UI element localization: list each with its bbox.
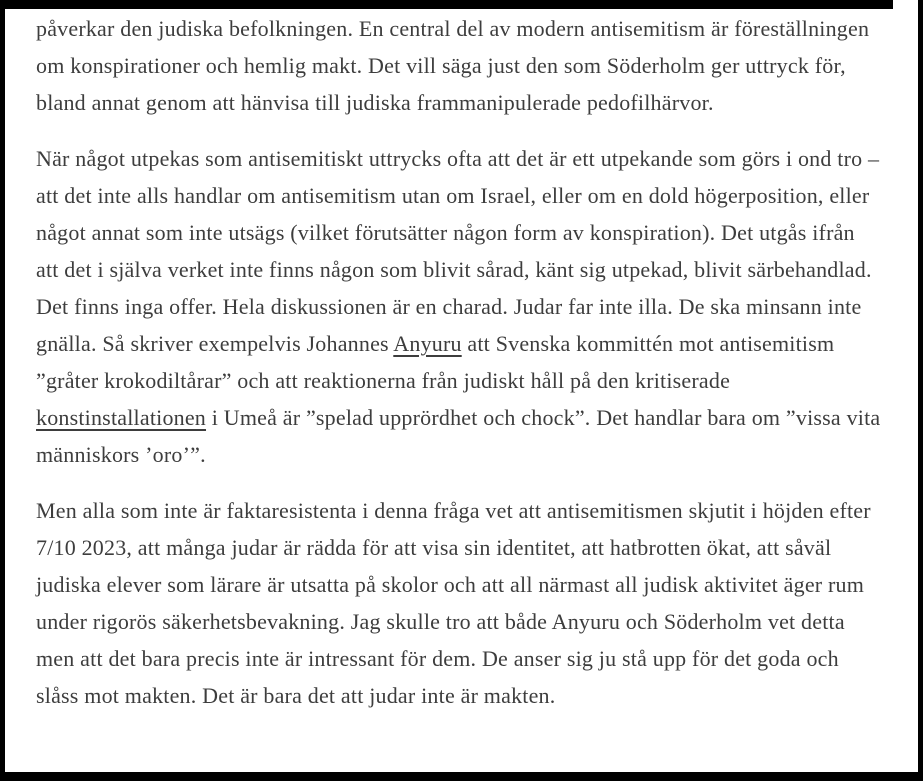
frame-left-edge	[0, 0, 5, 781]
link-anyuru[interactable]: Anyuru	[393, 331, 462, 356]
text-segment: att Svenska kommittén mot antisemitism ”gråter krokodiltårar” och att reaktionerna från judiskt håll på den kritiserade	[36, 331, 835, 393]
frame-bottom-edge	[0, 772, 923, 781]
text-segment: i Umeå är ”spelad upprördhet och chock”. Det handlar bara om ”vissa vita människors ’oro’”.	[36, 405, 881, 467]
text-segment: påverkar den judiska befolkningen. En central del av modern antisemitism är föreställningen om konspirationer och hemlig makt. Det vill säga just den som Söderholm ger uttryck för, bland annat genom att hänvisa till judiska frammanipulerade pedofilhärvor.	[36, 16, 870, 115]
paragraph	[36, 10, 881, 121]
link-konstinstallationen[interactable]: konstinstallationen	[36, 405, 207, 430]
paragraph	[36, 140, 881, 473]
text-segment: Men alla som inte är faktaresistenta i denna fråga vet att antisemitismen skjutit i höjden efter 7/10 2023, att många judar är rädda för att visa sin identitet, att hatbrotten ökat, att såväl judiska elever som lärare är utsatta på skolor och att all närmast all judisk aktivitet äger rum under rigorös säkerhetsbevakning. Jag skulle tro att både Anyuru och Söderholm vet detta men att det bara precis inte är intressant för dem. De anser sig ju stå upp för det goda och slåss mot makten. Det är bara det att judar inte är makten.	[36, 498, 871, 708]
paragraph	[36, 492, 881, 714]
frame-top-edge	[0, 0, 893, 9]
article-body	[36, 10, 881, 733]
frame-right-edge	[918, 0, 923, 781]
text-segment: När något utpekas som antisemitiskt uttrycks ofta att det är ett utpekande som görs i ond tro – att det inte alls handlar om antisemitism utan om Israel, eller om en dold högerposition, eller något annat som inte utsägs (vilket förutsätter någon form av konspiration). Det utgås ifrån att det i själva verket inte finns någon som blivit sårad, känt sig utpekad, blivit särbehandlad. Det finns inga offer. Hela diskussionen är en charad. Judar far inte illa. De ska minsann inte gnälla. Så skriver exempelvis Johannes	[36, 146, 880, 356]
